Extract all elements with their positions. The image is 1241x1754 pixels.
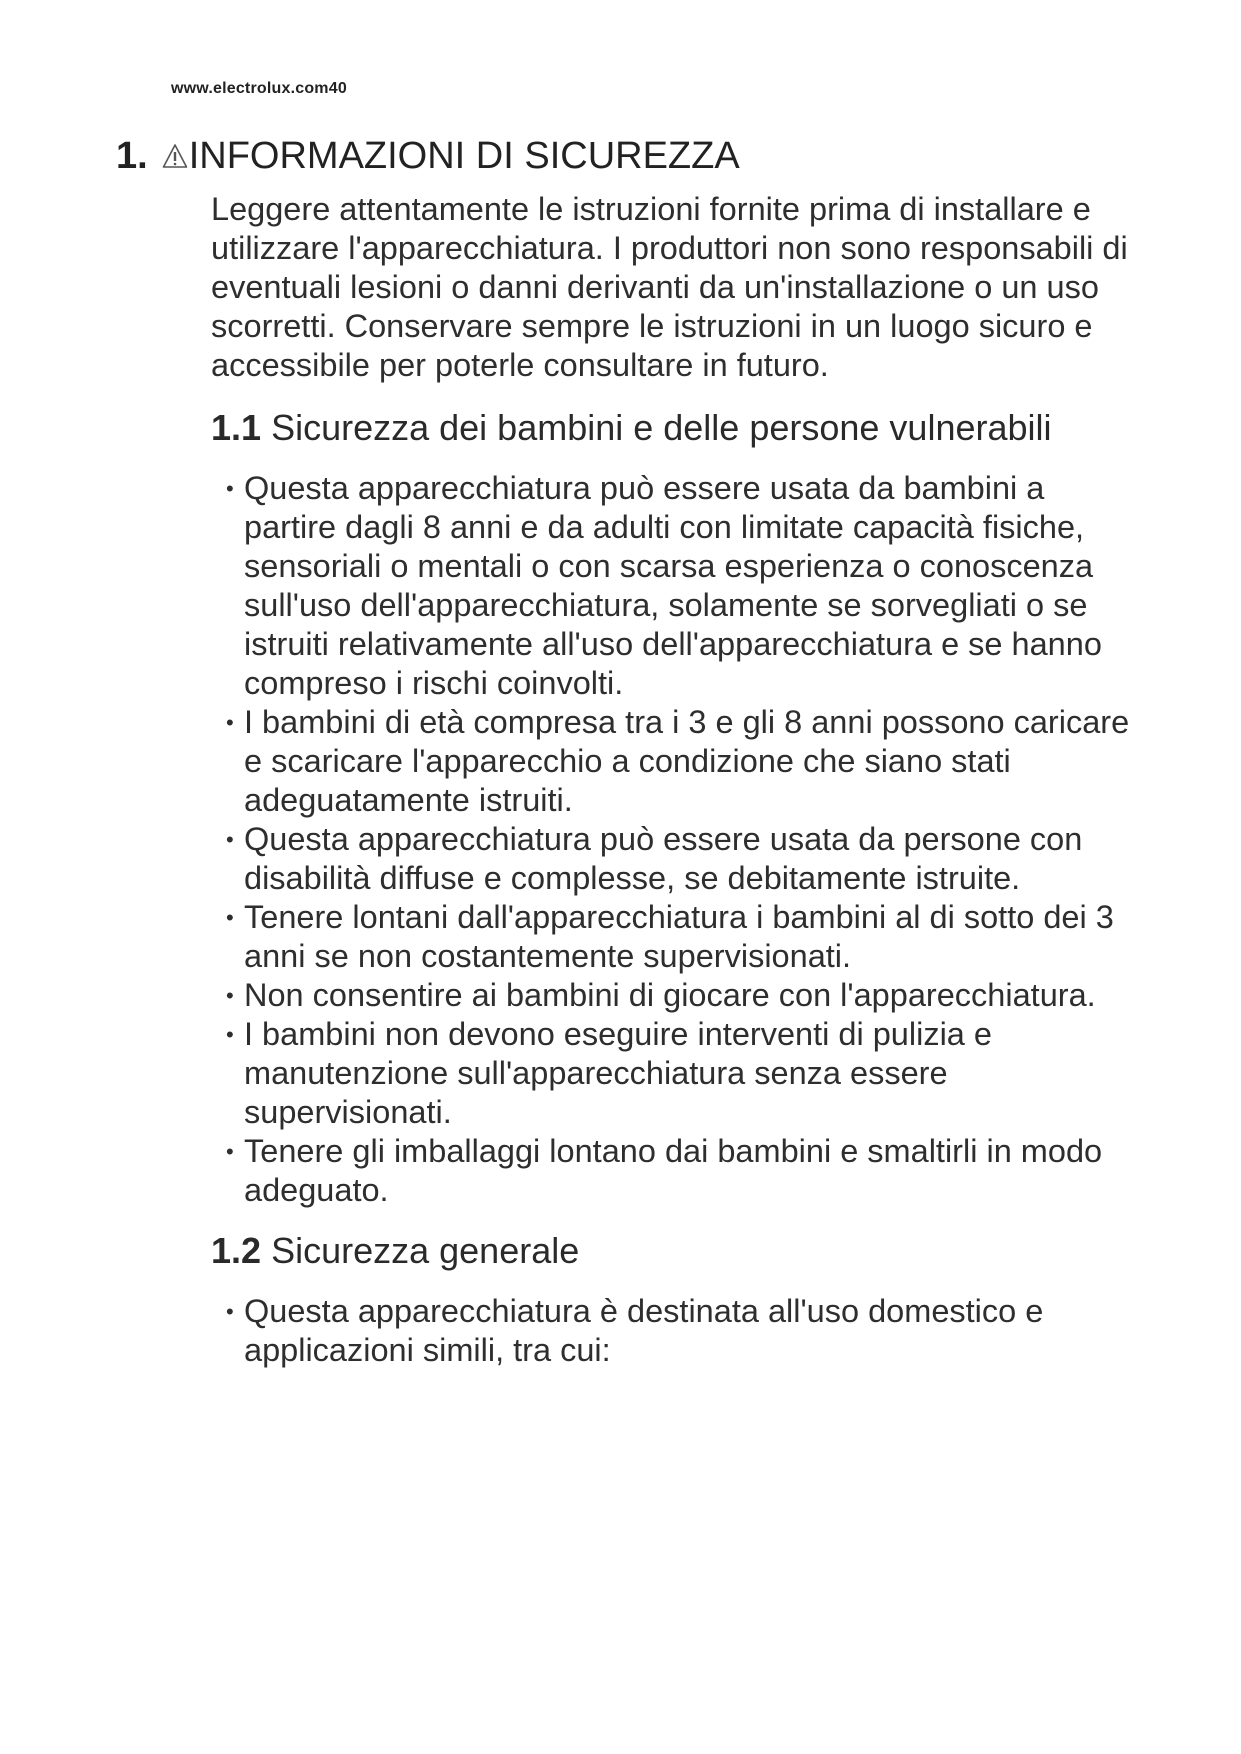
subsection-1-list xyxy=(211,469,1131,1210)
bullet-icon: • xyxy=(226,1299,234,1324)
list-item xyxy=(211,469,1131,703)
document-body xyxy=(211,190,1131,1390)
list-item xyxy=(211,820,1131,898)
list-item-text: I bambini non devono eseguire interventi di pulizia e manutenzione sull'apparecchiatura senza essere supervisionati. xyxy=(244,1016,992,1130)
bullet-icon: • xyxy=(226,1139,234,1164)
bullet-icon: • xyxy=(226,827,234,852)
header-url: www.electrolux.com40 xyxy=(171,80,347,97)
bullet-icon: • xyxy=(226,905,234,930)
subsection-2-number: 1.2 xyxy=(211,1230,262,1271)
list-item-text: Questa apparecchiatura può essere usata da persone con disabilità diffuse e complesse, se debitamente istruite. xyxy=(244,821,1083,896)
list-item xyxy=(211,1292,1131,1370)
section-number: 1. xyxy=(116,135,148,177)
list-item-text: Tenere lontani dall'apparecchiatura i bambini al di sotto dei 3 anni se non costantemente supervisionati. xyxy=(244,899,1114,974)
intro-paragraph: Leggere attentamente le istruzioni fornite prima di installare e utilizzare l'apparecchiatura. I produttori non sono responsabili di eventuali lesioni o danni derivanti da un'installazione o un uso scorretti. Conservare sempre le istruzioni in un luogo sicuro e accessibile per poterle consultare in futuro. xyxy=(211,191,1128,383)
list-item xyxy=(211,1132,1131,1210)
subsection-1-number: 1.1 xyxy=(211,407,262,448)
subsection-2-title: Sicurezza generale xyxy=(271,1230,580,1271)
list-item-text: Tenere gli imballaggi lontano dai bambini e smaltirli in modo adeguato. xyxy=(244,1133,1103,1208)
list-item-text: I bambini di età compresa tra i 3 e gli 8 anni possono caricare e scaricare l'apparecchio a condizione che siano stati adeguatamente istruiti. xyxy=(244,704,1130,818)
list-item xyxy=(211,1015,1131,1132)
warning-triangle-icon xyxy=(162,135,188,161)
section-heading: INFORMAZIONI DI SICUREZZA xyxy=(188,135,740,177)
list-item-text: Non consentire ai bambini di giocare con l'apparecchiatura. xyxy=(244,977,1096,1013)
subsection-1-title: Sicurezza dei bambini e delle persone vulnerabili xyxy=(271,407,1052,448)
bullet-icon: • xyxy=(226,1022,234,1047)
subsection-1-heading xyxy=(211,407,1131,449)
bullet-icon: • xyxy=(226,476,234,501)
list-item-text: Questa apparecchiatura può essere usata da bambini a partire dagli 8 anni e da adulti con limitate capacità fisiche, sensoriali o mentali o con scarsa esperienza o conoscenza sull'uso dell'apparecchiatura, solamente se sorvegliati o se istruiti relativamente all'uso dell'apparecchiatura e se hanno compreso i rischi coinvolti. xyxy=(244,470,1102,701)
section-title xyxy=(116,134,740,178)
subsection-2-list xyxy=(211,1292,1131,1370)
list-item xyxy=(211,703,1131,820)
list-item xyxy=(211,898,1131,976)
list-item-text: Questa apparecchiatura è destinata all'uso domestico e applicazioni simili, tra cui: xyxy=(244,1293,1044,1368)
subsection-2-heading xyxy=(211,1230,1131,1272)
bullet-icon: • xyxy=(226,710,234,735)
bullet-icon: • xyxy=(226,983,234,1008)
list-item xyxy=(211,976,1131,1015)
